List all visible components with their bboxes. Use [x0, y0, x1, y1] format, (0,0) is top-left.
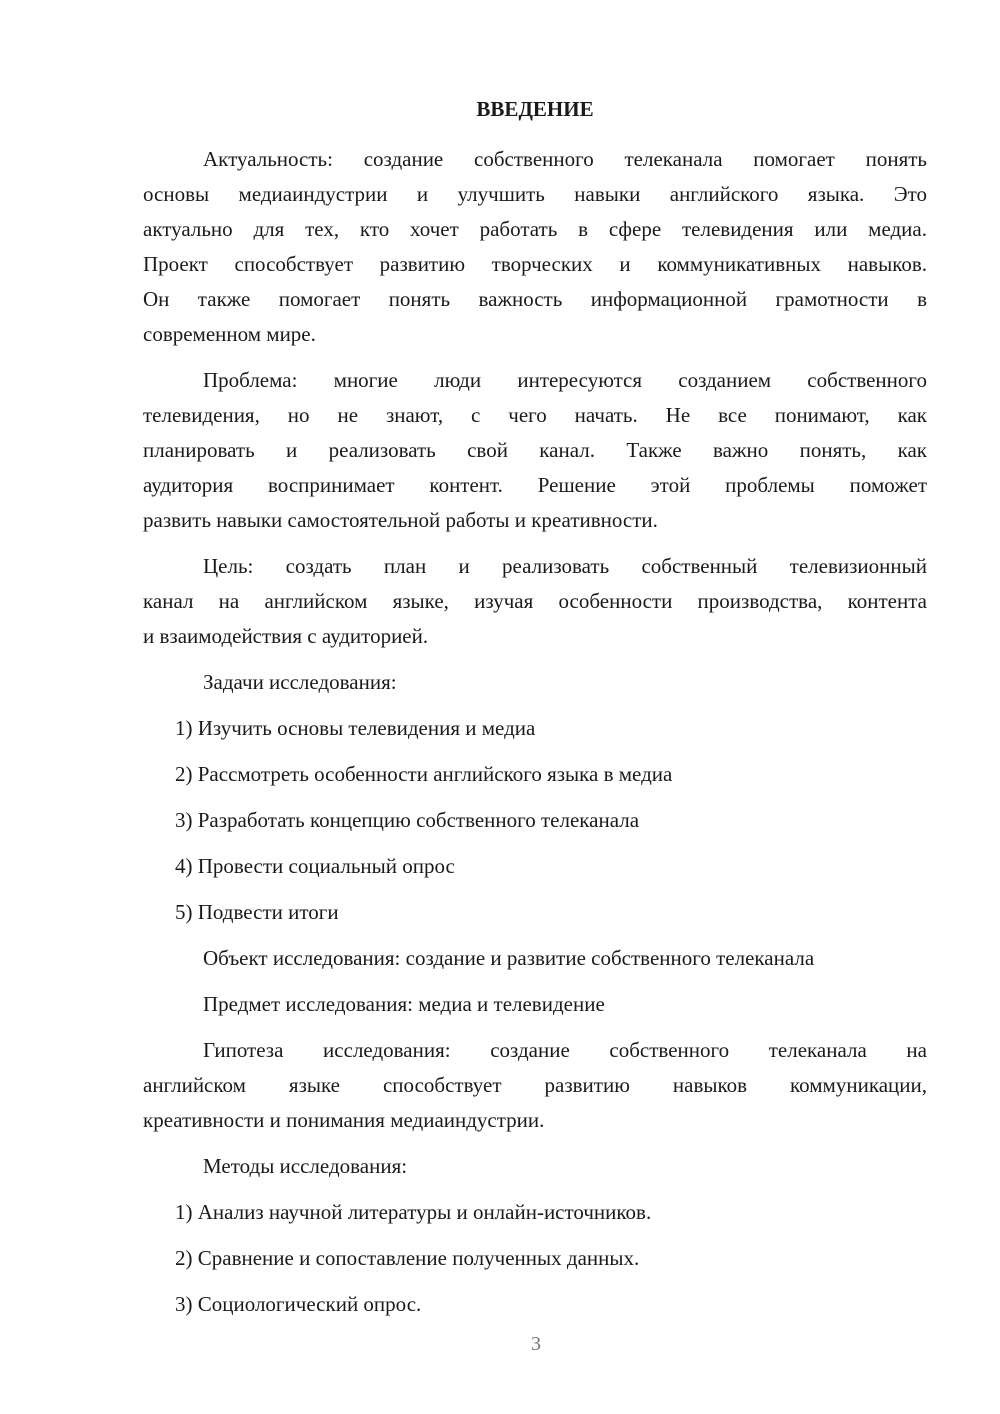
paragraph [143, 941, 927, 976]
text-line: Проект способствует развитию творческих и коммуникативных навыков. [143, 252, 927, 276]
list-item [143, 1241, 927, 1276]
text-line: 3) Разработать концепцию собственного телеканала [175, 808, 640, 832]
text-line: аудитория воспринимает контент. Решение этой проблемы поможет [143, 473, 927, 497]
paragraph [143, 549, 927, 654]
list-item [143, 849, 927, 884]
text-line: креативности и понимания медиаиндустрии. [143, 1108, 545, 1132]
page-number: 3 [531, 1333, 541, 1355]
text-line: 2) Сравнение и сопоставление полученных данных. [175, 1246, 640, 1270]
list-item [143, 803, 927, 838]
text-line: актуально для тех, кто хочет работать в сфере телевидения или медиа. [143, 217, 927, 241]
text-line: 1) Изучить основы телевидения и медиа [175, 716, 536, 740]
text-line: развить навыки самостоятельной работы и креативности. [143, 508, 658, 532]
text-line: Методы исследования: [203, 1154, 408, 1178]
text-line: Проблема: многие люди интересуются созданием собственного [203, 368, 927, 392]
document-body [143, 142, 927, 1322]
list-item [143, 711, 927, 746]
document-page [143, 92, 927, 1333]
paragraph [143, 665, 927, 700]
list-item [143, 1195, 927, 1230]
text-line: английском языке способствует развитию навыков коммуникации, [143, 1073, 927, 1097]
paragraph [143, 142, 927, 352]
paragraph [143, 1033, 927, 1138]
list-item [143, 1287, 927, 1322]
list-item [143, 895, 927, 930]
text-line: современном мире. [143, 322, 316, 346]
text-line: Цель: создать план и реализовать собственный телевизионный [203, 554, 927, 578]
text-line: 2) Рассмотреть особенности английского языка в медиа [175, 762, 673, 786]
text-line: 5) Подвести итоги [175, 900, 339, 924]
list-item [143, 757, 927, 792]
text-line: и взаимодействия с аудиторией. [143, 624, 429, 648]
paragraph [143, 987, 927, 1022]
paragraph [143, 363, 927, 538]
paragraph [143, 1149, 927, 1184]
text-line: Задачи исследования: [203, 670, 397, 694]
text-line: основы медиаиндустрии и улучшить навыки английского языка. Это [143, 182, 927, 206]
text-line: 4) Провести социальный опрос [175, 854, 455, 878]
text-line: Он также помогает понять важность информационной грамотности в [143, 287, 927, 311]
text-line: канал на английском языке, изучая особенности производства, контента [143, 589, 927, 613]
text-line: Гипотеза исследования: создание собственного телеканала на [203, 1038, 927, 1062]
text-line: телевидения, но не знают, с чего начать. Не все понимают, как [143, 403, 927, 427]
text-line: 1) Анализ научной литературы и онлайн-источников. [175, 1200, 652, 1224]
text-line: 3) Социологический опрос. [175, 1292, 422, 1316]
text-line: Объект исследования: создание и развитие собственного телеканала [203, 946, 815, 970]
text-line: планировать и реализовать свой канал. Также важно понять, как [143, 438, 927, 462]
section-title: ВВЕДЕНИЕ [476, 97, 594, 121]
text-line: Предмет исследования: медиа и телевидение [203, 992, 605, 1016]
text-line: Актуальность: создание собственного телеканала помогает понять [203, 147, 927, 171]
